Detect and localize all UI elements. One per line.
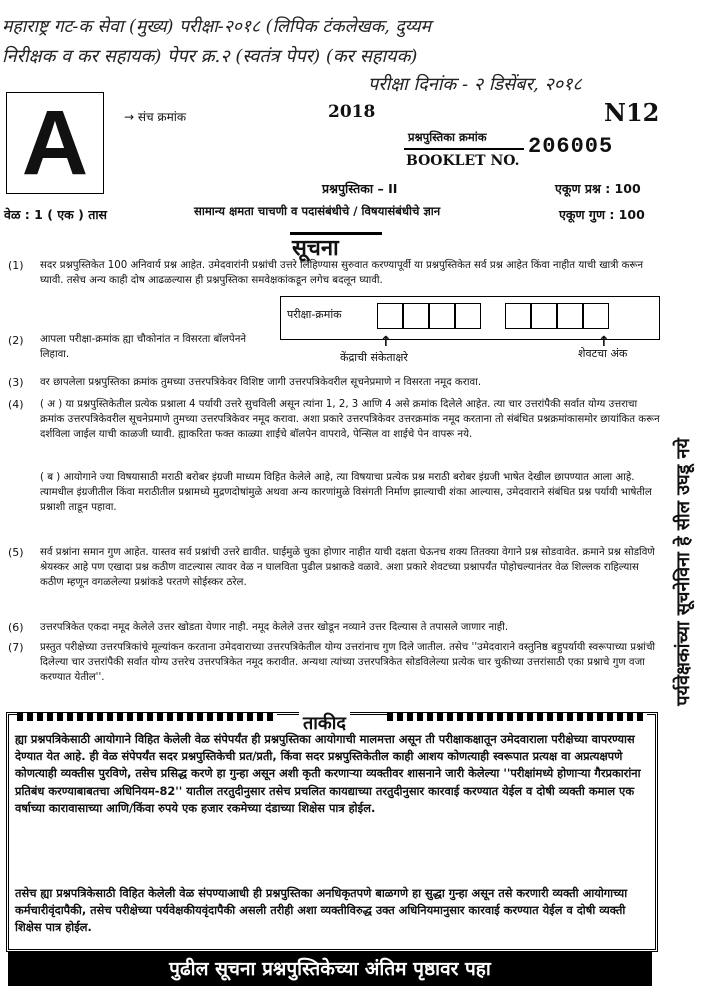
- centre-arrow-icon: ↑: [380, 334, 392, 350]
- booklet-number: 206005: [528, 134, 614, 159]
- item-4a-text: ( अ ) या प्रश्नपुस्तिकेतील प्रत्येक प्रश्नाला 4 पर्यायी उत्तरे सुचविली असून त्यांना 1, 2, 3 आणि 4 असे क्रमांक दिलेले आहेत. त्या चार उत्तरांपैकी सर्वात योग्य उत्तराचा क्रमांक उत्तरपत्रिकेवरील सूचनेप्रमाणे तुमच्या उत्तरपत्रिकेवर नमूद करावा. अशा प्रकारे उत्तरपत्रिकेवर उत्तरक्रमांक नमूद करताना तो संबंधित प्रश्नक्रमांकासमोर छायांकित करून दर्शविला जाईल याची काळजी घ्यावी. ह्याकरिता फक्त काळ्या शाईचे बॉलपेन वापरावे, पेन्सिल वा शाईचे पेन वापरू नये.: [40, 399, 660, 440]
- item-4-number: (4): [8, 398, 24, 411]
- side-seal-note: पर्यवेक्षकांच्या सूचनेविना हे सील उघडू नये: [673, 438, 694, 706]
- total-questions: एकूण प्रश्न : 100: [555, 181, 641, 196]
- warning-box: [6, 712, 658, 952]
- warning-body-2: तसेच ह्या प्रश्नपत्रिकेसाठी विहित केलेली वेळ संपण्याआधी ही प्रश्नपुस्तिका अनधिकृतपणे बाळगणे हा सुद्धा गुन्हा असून तसे करणारी व्यक्ती आयोगाच्या कर्मचारीवृंदापैकी, तसेच परीक्षेच्या पर्यवेक्षकीयवृंदापैकी असली तरीही अशा व्यक्तीविरुद्ध उक्त अधिनियमानुसार कारवाई करण्यात येईल व दोषी व्यक्ती शिक्षेस पात्र होईल.: [15, 886, 628, 935]
- item-7-number: (7): [8, 641, 24, 654]
- item-2-text: आपला परीक्षा-क्रमांक ह्या चौकोनांत न विसरता बॉलपेनने लिहावा.: [40, 334, 247, 360]
- roll-cell-3[interactable]: [429, 303, 455, 329]
- roll-cell-5[interactable]: [505, 303, 531, 329]
- warning-stripe-left: [17, 713, 277, 721]
- item-5-number: (5): [8, 546, 24, 559]
- roll-cell-6[interactable]: [531, 303, 557, 329]
- handwritten-line-1: महाराष्ट्र गट-क सेवा (मुख्य) परीक्षा-२०१८ (लिपिक टंकलेखक, दुय्यम: [2, 17, 432, 37]
- total-marks: एकूण गुण : 100: [559, 207, 645, 222]
- warning-stripe-right: [387, 713, 647, 721]
- last-digit-arrow-icon: ↑: [598, 334, 610, 350]
- set-letter-box: A: [6, 92, 104, 194]
- handwritten-line-2: निरीक्षक व कर सहायक) पेपर क्र.२ (स्वतंत्र पेपर) (कर सहायक): [2, 46, 418, 67]
- warning-title: ताकीद: [299, 711, 350, 735]
- paper-title: प्रश्नपुस्तिका – II: [322, 181, 398, 196]
- duration: वेळ : 1 ( एक ) तास: [4, 207, 108, 222]
- booklet-label-marathi: प्रश्नपुस्तिका क्रमांक: [408, 130, 487, 144]
- year: 2018: [328, 102, 376, 122]
- serial-label: → संच क्रमांक: [124, 110, 187, 124]
- item-1-number: (1): [8, 259, 24, 272]
- item-3-number: (3): [8, 376, 24, 389]
- item-4b-text: ( ब ) आयोगाने ज्या विषयासाठी मराठी बरोबर इंग्रजी माध्यम विहित केलेले आहे, त्या विषयाचा प्रत्येक प्रश्न मराठी बरोबर इंग्रजी भाषेत देखील छापण्यात आला आहे. त्यामधील इंग्रजीतील किंवा मराठीतील प्रश्नामध्ये मुद्रणदोषांमुळे अथवा अन्य कारणांमुळे विसंगती निर्माण झाल्याची शंका आल्यास, उमेदवाराने संबंधित प्रश्न पर्यायी भाषेतील प्रश्नाशी ताडून पहावा.: [40, 472, 652, 513]
- roll-cell-1[interactable]: [377, 303, 403, 329]
- warning-body-1: ह्या प्रश्नपत्रिकेसाठी आयोगाने विहित केलेली वेळ संपेपर्यंत ही प्रश्नपुस्तिका आयोगाची मालमत्ता असून ती परीक्षाकक्षातून उमेदवाराला परीक्षेच्या वापरण्यास देण्यात येत आहे. ही वेळ संपेपर्यंत सदर प्रश्नपुस्तिकेची प्रत/प्रती, किंवा सदर प्रश्नपुस्तिकेतील काही आशय कोणत्याही स्वरूपात प्रत्यक्ष वा अप्रत्यक्षपणे कोणत्याही व्यक्तीस पुरविणे, तसेच प्रसिद्ध करणे हा गुन्हा असून अशी कृती करणाऱ्या व्यक्तीवर शासनाने जारी केलेल्या ''परीक्षांमध्ये होणाऱ्या गैरप्रकारांना प्रतिबंध करण्याबाबतचा अधिनियम-82'' यातील तरतुदीनुसार तसेच प्रचलित कायद्याच्या तरतुदीनुसार कारवाई करण्यात येईल व दोषी व्यक्ती कमाल एक वर्षाच्या कारावासाच्या आणि/किंवा रुपये एक हजार रकमेच्या दंडाच्या शिक्षेस पात्र होईल.: [15, 732, 641, 815]
- item-7-text: प्रस्तुत परीक्षेच्या उत्तरपत्रिकांचे मूल्यांकन करताना उमेदवाराच्या उत्तरपत्रिकेतील योग्य उत्तरांनाच गुण दिले जातील. तसेच ''उमेदवाराने वस्तुनिष्ठ बहुपर्यायी स्वरूपाच्या प्रश्नांची दिलेल्या चार उत्तरांपैकी सर्वात योग्य उत्तरेच उत्तरपत्रिकेत नमूद करावीत. अन्यथा त्यांच्या उत्तरपत्रिकेत सोडविलेल्या प्रत्येक चार चुकीच्या उत्तरांसाठी एका प्रश्नाचे गुण वजा करण्यात येतील''.: [40, 642, 656, 683]
- roll-cell-4[interactable]: [455, 303, 481, 329]
- paper-code: N12: [604, 98, 660, 127]
- footer-banner: पुढील सूचना प्रश्नपुस्तिकेच्या अंतिम पृष्ठावर पहा: [8, 952, 652, 986]
- item-6-text: उत्तरपत्रिकेत एकदा नमूद केलेले उत्तर खोडता येणार नाही. नमूद केलेले उत्तर खोडून नव्याने उत्तर दिल्यास ते तपासले जाणार नाही.: [40, 622, 509, 633]
- roll-cell-8[interactable]: [583, 303, 609, 329]
- item-3-text: वर छापलेला प्रश्नपुस्तिका क्रमांक तुमच्या उत्तरपत्रिकेवर विशिष्ट जागी उत्तरपत्रिकेवरील सूचनेप्रमाणे न विसरता नमूद करावा.: [40, 377, 482, 388]
- roll-cell-7[interactable]: [557, 303, 583, 329]
- booklet-label-english: BOOKLET NO.: [406, 153, 520, 169]
- instructions-title: सूचना: [292, 236, 339, 261]
- item-2-number: (2): [8, 334, 24, 347]
- roll-box-label: परीक्षा-क्रमांक: [287, 308, 342, 321]
- handwritten-line-3: परीक्षा दिनांक - २ डिसेंबर, २०१८: [368, 74, 582, 95]
- last-digit-label: शेवटचा अंक: [578, 347, 628, 360]
- roll-cell-2[interactable]: [403, 303, 429, 329]
- item-5-text: सर्व प्रश्नांना समान गुण आहेत. यास्तव सर्व प्रश्नांची उत्तरे द्यावीत. घाईमुळे चुका होणार नाहीत याची दक्षता घेऊनच शक्य तितक्या वेगाने प्रश्न सोडवावेत. क्रमाने प्रश्न सोडविणे श्रेयस्कर आहे पण एखादा प्रश्न कठीण वाटल्यास त्यावर वेळ न घालविता पुढील प्रश्नाकडे वळावे. अशा प्रकारे शेवटच्या प्रश्नापर्यंत पोहोचल्यानंतर वेळ शिल्लक राहिल्यास कठीण म्हणून वगळलेल्या प्रश्नांकडे परतणे सोईस्कर ठरेल.: [40, 547, 655, 588]
- centre-code-label: केंद्राची संकेताक्षरे: [340, 351, 408, 364]
- subject: सामान्य क्षमता चाचणी व पदासंबंधीचे / विषयासंबंधीचे ज्ञान: [194, 204, 441, 218]
- booklet-underline: [404, 148, 524, 150]
- item-6-number: (6): [8, 621, 24, 634]
- side-seal-note-box: [664, 272, 704, 872]
- item-1-text: सदर प्रश्नपुस्तिकेत 100 अनिवार्य प्रश्न आहेत. उमेदवारांनी प्रश्नांची उत्तरे लिहिण्यास सुरुवात करण्यापूर्वी या प्रश्नपुस्तिकेत सर्व प्रश्न आहेत किंवा नाहीत याची खात्री करून घ्यावी. तसेच अन्य काही दोष आढळल्यास ही प्रश्नपुस्तिका समवेक्षकांकडून लगेच बदलून घ्यावी.: [40, 260, 644, 286]
